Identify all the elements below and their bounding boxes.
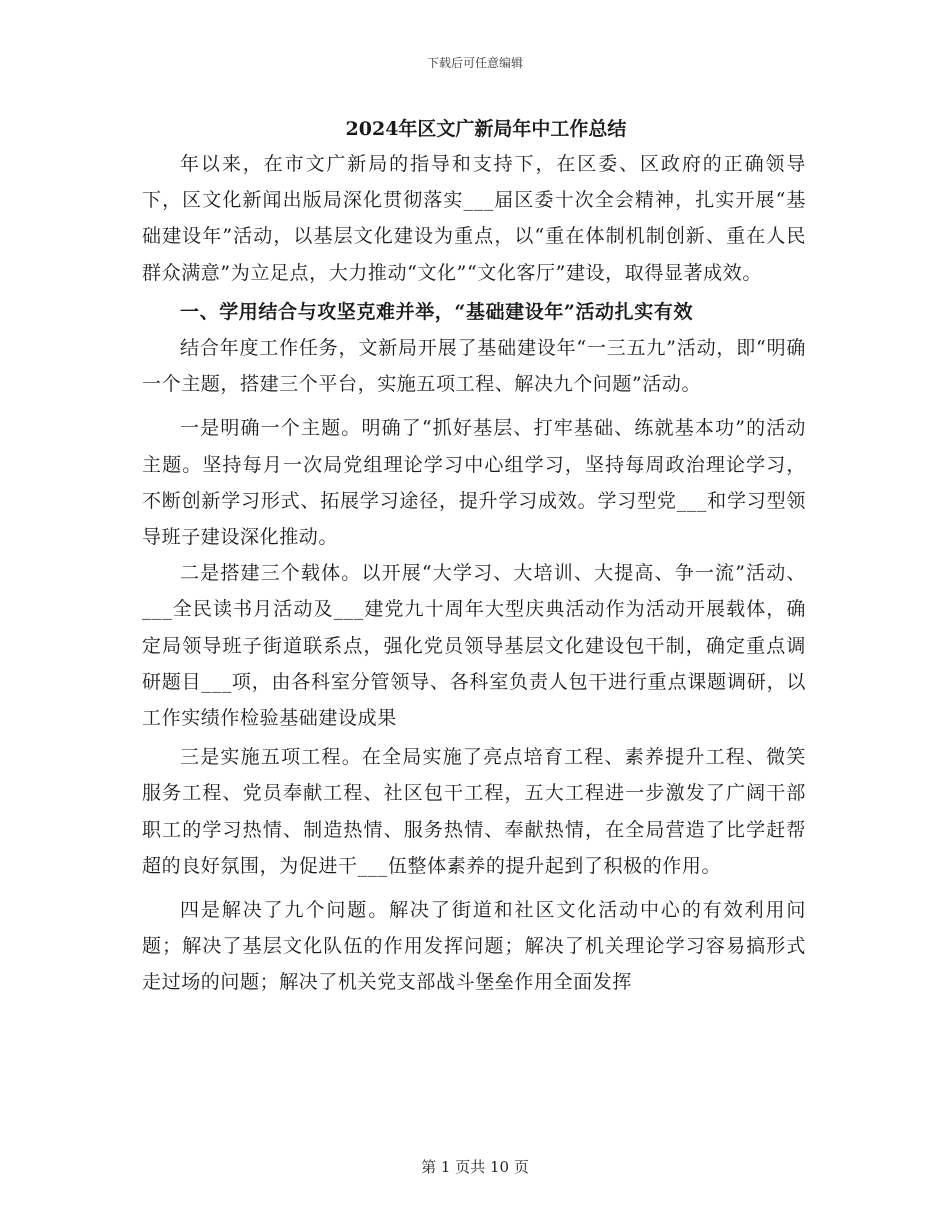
paragraph-carriers: 二是搭建三个载体。以开展“大学习、大培训、大提高、争一流”活动、___全民读书月活动及___建党九十周年大型庆典活动作为活动开展载体，确定局领导班子街道联系点，强化党员领导基层文化建设包干制，确定重点调研题目___项，由各科室分管领导、各科室负责人包干进行重点课题调研，以工作实绩作检验基础建设成果	[142, 562, 806, 730]
page-number: 第 1 页共 10 页	[421, 1158, 529, 1176]
document-body	[142, 112, 806, 1001]
intro-paragraph: 年以来，在市文广新局的指导和支持下，在区委、区政府的正确领导下，区文化新闻出版局深化贯彻落实___届区委十次全会精神，扎实开展“基础建设年”活动，以基层文化建设为重点，以“重在体制机制创新、重在人民群众满意”为立足点，大力推动“文化”“文化客厅”建设，取得显著成效。	[142, 153, 806, 284]
paragraph-activity-overview: 结合年度工作任务，文新局开展了基础建设年“一三五九”活动，即“明确一个主题，搭建三个平台，实施五项工程、解决九个问题”活动。	[142, 337, 806, 396]
page-header-note: 下载后可任意编辑	[426, 56, 523, 70]
document-title: 2024年区文广新局年中工作总结	[345, 118, 627, 140]
paragraph-projects: 三是实施五项工程。在全局实施了亮点培育工程、素养提升工程、微笑服务工程、党员奉献工程、社区包干工程，五大工程进一步激发了广阔干部职工的学习热情、制造热情、服务热情、奉献热情，在全局营造了比学赶帮超的良好氛围，为促进干___伍整体素养的提升起到了积极的作用。	[142, 746, 806, 877]
paragraph-problems: 四是解决了九个问题。解决了街道和社区文化活动中心的有效利用问题；解决了基层文化队伍的作用发挥问题；解决了机关理论学习容易搞形式走过场的问题；解决了机关党支部战斗堡垒作用全面发挥	[142, 899, 806, 994]
section-heading-1: 一、学用结合与攻坚克难并举，“基础建设年”活动扎实有效	[180, 300, 694, 323]
paragraph-theme: 一是明确一个主题。明确了“抓好基层、打牢基础、练就基本功”的活动主题。坚持每月一次局党组理论学习中心组学习，坚持每周政治理论学习，不断创新学习形式、拓展学习途径，提升学习成效。学习型党___和学习型领导班子建设深化推动。	[142, 417, 806, 549]
